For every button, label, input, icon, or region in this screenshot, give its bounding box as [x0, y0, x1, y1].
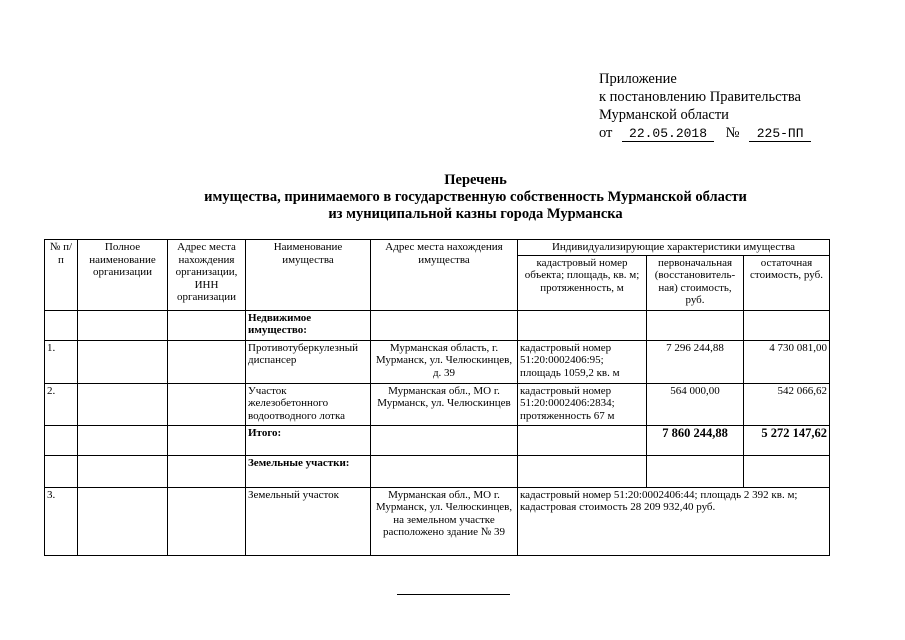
header-characteristics: Индивидуализирующие характеристики имущества	[518, 240, 830, 256]
row-property-address: Мурманская область, г. Мурманск, ул. Челюскинцев, д. 39	[371, 340, 518, 383]
appendix-line-3: Мурманской области	[599, 107, 729, 123]
total-residual-cost: 5 272 147,62	[744, 425, 830, 455]
header-org-address: Адрес места нахождения организации, ИНН организации	[168, 240, 246, 311]
row-property-address: Мурманская обл., МО г. Мурманск, ул. Челюскинцев	[371, 383, 518, 425]
title-line-1: Перечень	[444, 172, 507, 188]
row-residual-cost: 542 066,62	[744, 383, 830, 425]
table-row	[45, 487, 830, 555]
title-line-2: имущества, принимаемого в государственную собственность Мурманской области	[204, 189, 747, 205]
header-initial-cost: первоначальная (восстановитель-ная) стоимость, руб.	[647, 255, 744, 310]
row-cadastral: кадастровый номер 51:20:0002406:95; площадь 1059,2 кв. м	[518, 340, 647, 383]
closing-line	[397, 594, 510, 595]
section-row-land	[45, 455, 830, 487]
table-row	[45, 383, 830, 425]
row-characteristics: кадастровый номер 51:20:0002406:44; площадь 2 392 кв. м; кадастровая стоимость 28 209 932,40 руб.	[518, 487, 830, 555]
row-num: 2.	[45, 383, 78, 425]
property-table	[44, 239, 830, 556]
header-property-name: Наименование имущества	[246, 240, 371, 311]
total-initial-cost: 7 860 244,88	[647, 425, 744, 455]
appendix-block	[599, 70, 811, 142]
header-property-address: Адрес места нахождения имущества	[371, 240, 518, 311]
section-row-real-estate	[45, 310, 830, 340]
header-cadastral: кадастровый номер объекта; площадь, кв. м; протяженность, м	[518, 255, 647, 310]
section-land: Земельные участки:	[246, 455, 371, 487]
row-initial-cost: 7 296 244,88	[647, 340, 744, 383]
header-num: № п/п	[45, 240, 78, 311]
appendix-title: Приложение	[599, 71, 677, 87]
number-sign: №	[725, 125, 740, 141]
row-property-address: Мурманская обл., МО г. Мурманск, ул. Челюскинцев, на земельном участке расположено здание № 39	[371, 487, 518, 555]
total-label: Итого:	[246, 425, 371, 455]
appendix-line-2: к постановлению Правительства	[599, 89, 801, 105]
section-real-estate: Недвижимое имущество:	[246, 310, 371, 340]
row-property-name: Земельный участок	[246, 487, 371, 555]
resolution-date: 22.05.2018	[622, 127, 714, 142]
header-org-name: Полное наименование организации	[78, 240, 168, 311]
row-num: 1.	[45, 340, 78, 383]
total-row	[45, 425, 830, 455]
row-num: 3.	[45, 487, 78, 555]
row-initial-cost: 564 000,00	[647, 383, 744, 425]
row-property-name: Противотуберкулезный диспансер	[246, 340, 371, 383]
row-residual-cost: 4 730 081,00	[744, 340, 830, 383]
appendix-date-line	[599, 124, 811, 142]
title-line-3: из муниципальной казны города Мурманска	[328, 206, 623, 222]
row-property-name: Участок железобетонного водоотводного лотка	[246, 383, 371, 425]
resolution-number: 225-ПП	[749, 127, 811, 142]
header-row-1	[45, 240, 830, 256]
header-residual-cost: остаточная стоимость, руб.	[744, 255, 830, 310]
document-title	[0, 172, 905, 223]
from-label: от	[599, 125, 613, 141]
table-row	[45, 340, 830, 383]
row-cadastral: кадастровый номер 51:20:0002406:2834; протяженность 67 м	[518, 383, 647, 425]
